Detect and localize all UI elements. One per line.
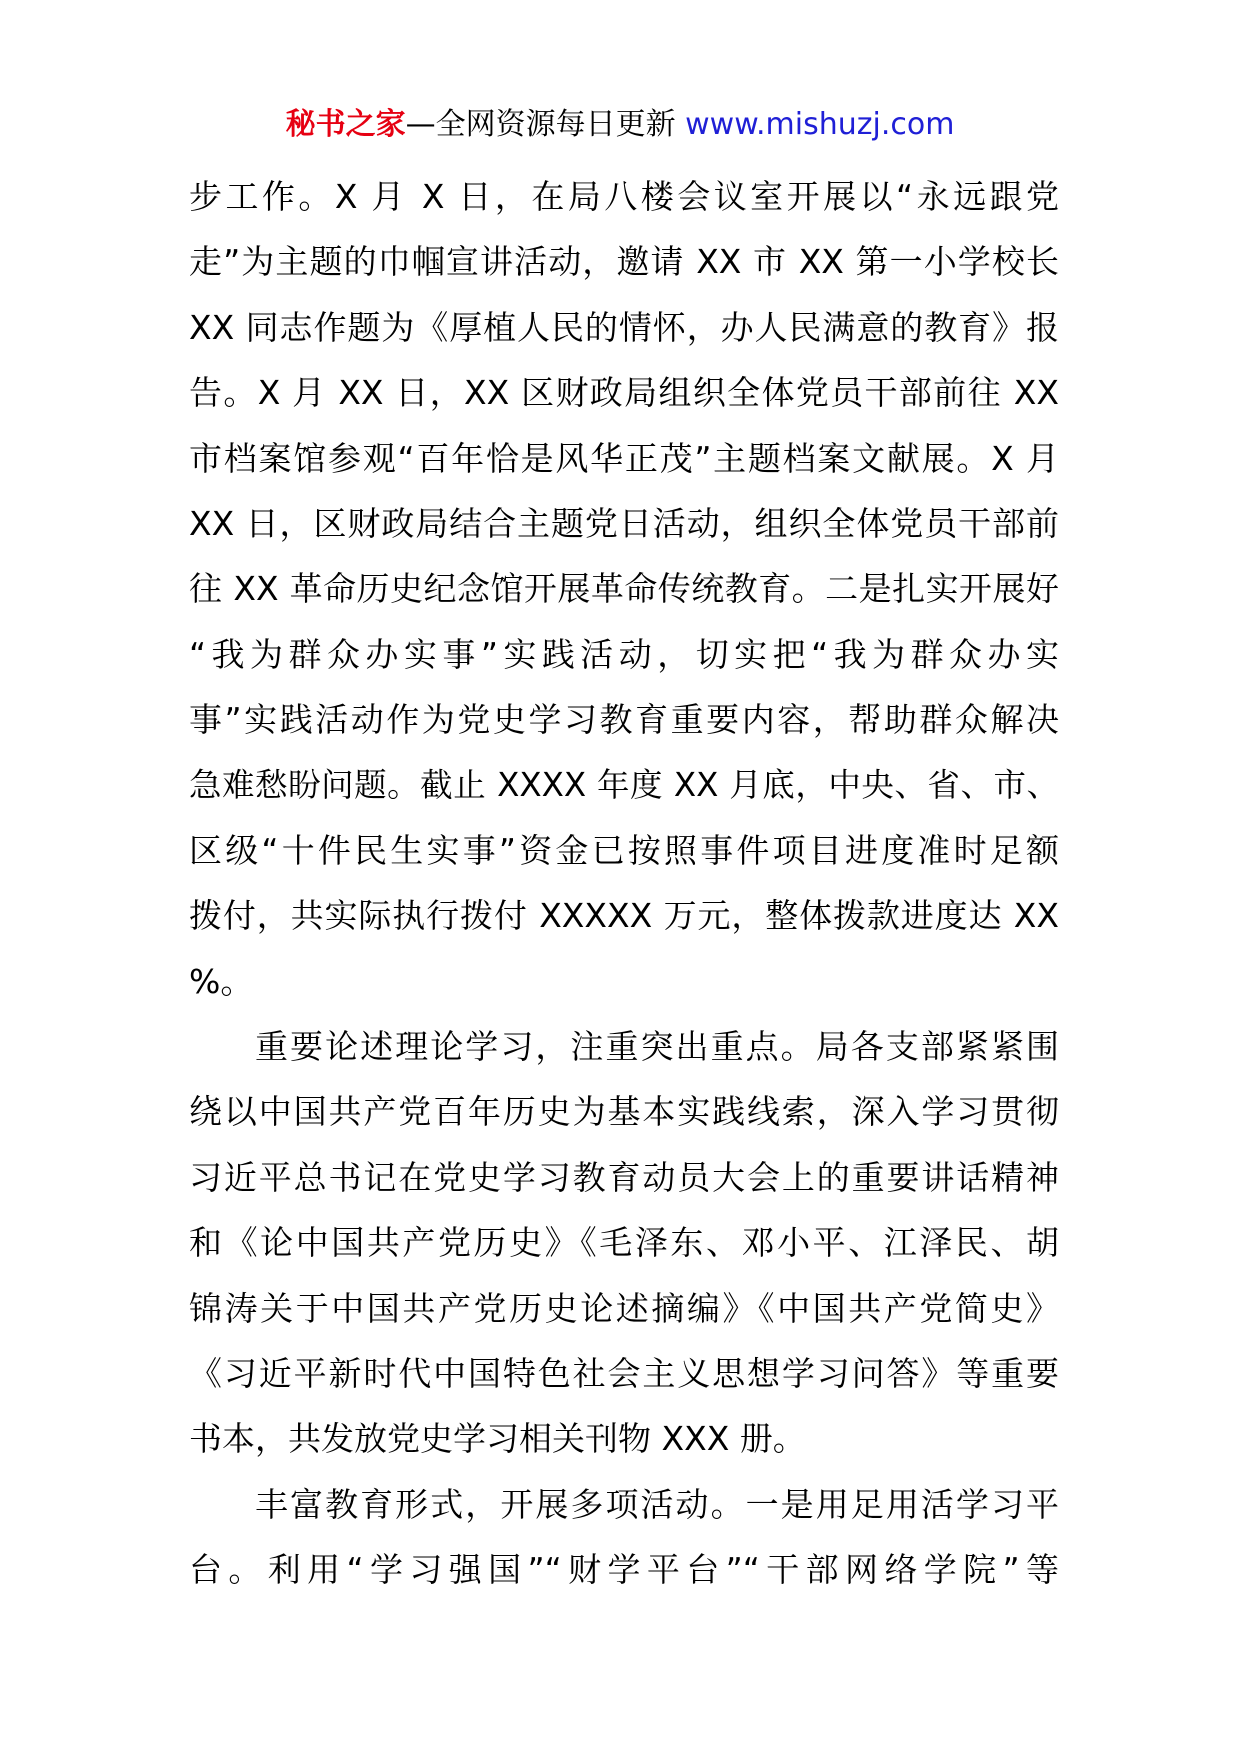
page-header: [0, 103, 1240, 147]
text-line: 市档案馆参观“百年恰是风华正茂”主题档案文献展。X 月: [189, 438, 1059, 478]
text-line-paragraph-end: %。: [189, 961, 254, 1001]
document-body: [189, 164, 1059, 1603]
text-line: 告。X 月 XX 日，XX 区财政局组织全体党员干部前往 XX: [189, 373, 1059, 413]
text-line: 锦涛关于中国共产党历史论述摘编》《中国共产党简史》: [189, 1288, 1059, 1328]
text-line: 习近平总书记在党史学习教育动员大会上的重要讲话精神: [189, 1157, 1059, 1197]
text-line: 急难愁盼问题。截止 XXXX 年度 XX 月底，中央、省、市、: [189, 765, 1059, 804]
header-url-link[interactable]: www.mishuzj.com: [685, 107, 955, 142]
text-line: 拨付，共实际执行拨付 XXXXX 万元，整体拨款进度达 XX: [189, 896, 1059, 936]
text-line-paragraph-start: 丰富教育形式，开展多项活动。一是用足用活学习平: [255, 1484, 1059, 1524]
text-line: 事”实践活动作为党史学习教育重要内容，帮助群众解决: [189, 700, 1059, 740]
text-line: 和《论中国共产党历史》《毛泽东、邓小平、江泽民、胡: [189, 1223, 1059, 1263]
text-line-paragraph-end: 书本，共发放党史学习相关刊物 XXX 册。: [189, 1419, 806, 1459]
header-brand: 秘书之家: [285, 107, 406, 142]
text-line: 步工作。X 月 X 日，在局八楼会议室开展以“永远跟党: [189, 177, 1059, 216]
text-line: XX 同志作题为《厚植人民的情怀，办人民满意的教育》报: [189, 307, 1059, 347]
text-line: 往 XX 革命历史纪念馆开展革命传统教育。二是扎实开展好: [189, 569, 1059, 609]
text-line: 《习近平新时代中国特色社会主义思想学习问答》等重要: [189, 1354, 1059, 1394]
text-line-paragraph-start: 重要论述理论学习，注重突出重点。局各支部紧紧围: [255, 1027, 1059, 1067]
text-line: XX 日，区财政局结合主题党日活动，组织全体党员干部前: [189, 503, 1059, 543]
text-line: “我为群众办实事”实践活动，切实把“我为群众办实: [189, 634, 1059, 674]
text-line: 绕以中国共产党百年历史为基本实践线索，深入学习贯彻: [189, 1092, 1059, 1132]
text-line: 区级“十件民生实事”资金已按照事件项目进度准时足额: [189, 830, 1059, 870]
text-line: 走”为主题的巾帼宣讲活动，邀请 XX 市 XX 第一小学校长: [189, 242, 1059, 282]
header-tagline: —全网资源每日更新: [405, 107, 686, 142]
text-line: 台。利用“学习强国”“财学平台”“干部网络学院”等: [189, 1550, 1059, 1590]
